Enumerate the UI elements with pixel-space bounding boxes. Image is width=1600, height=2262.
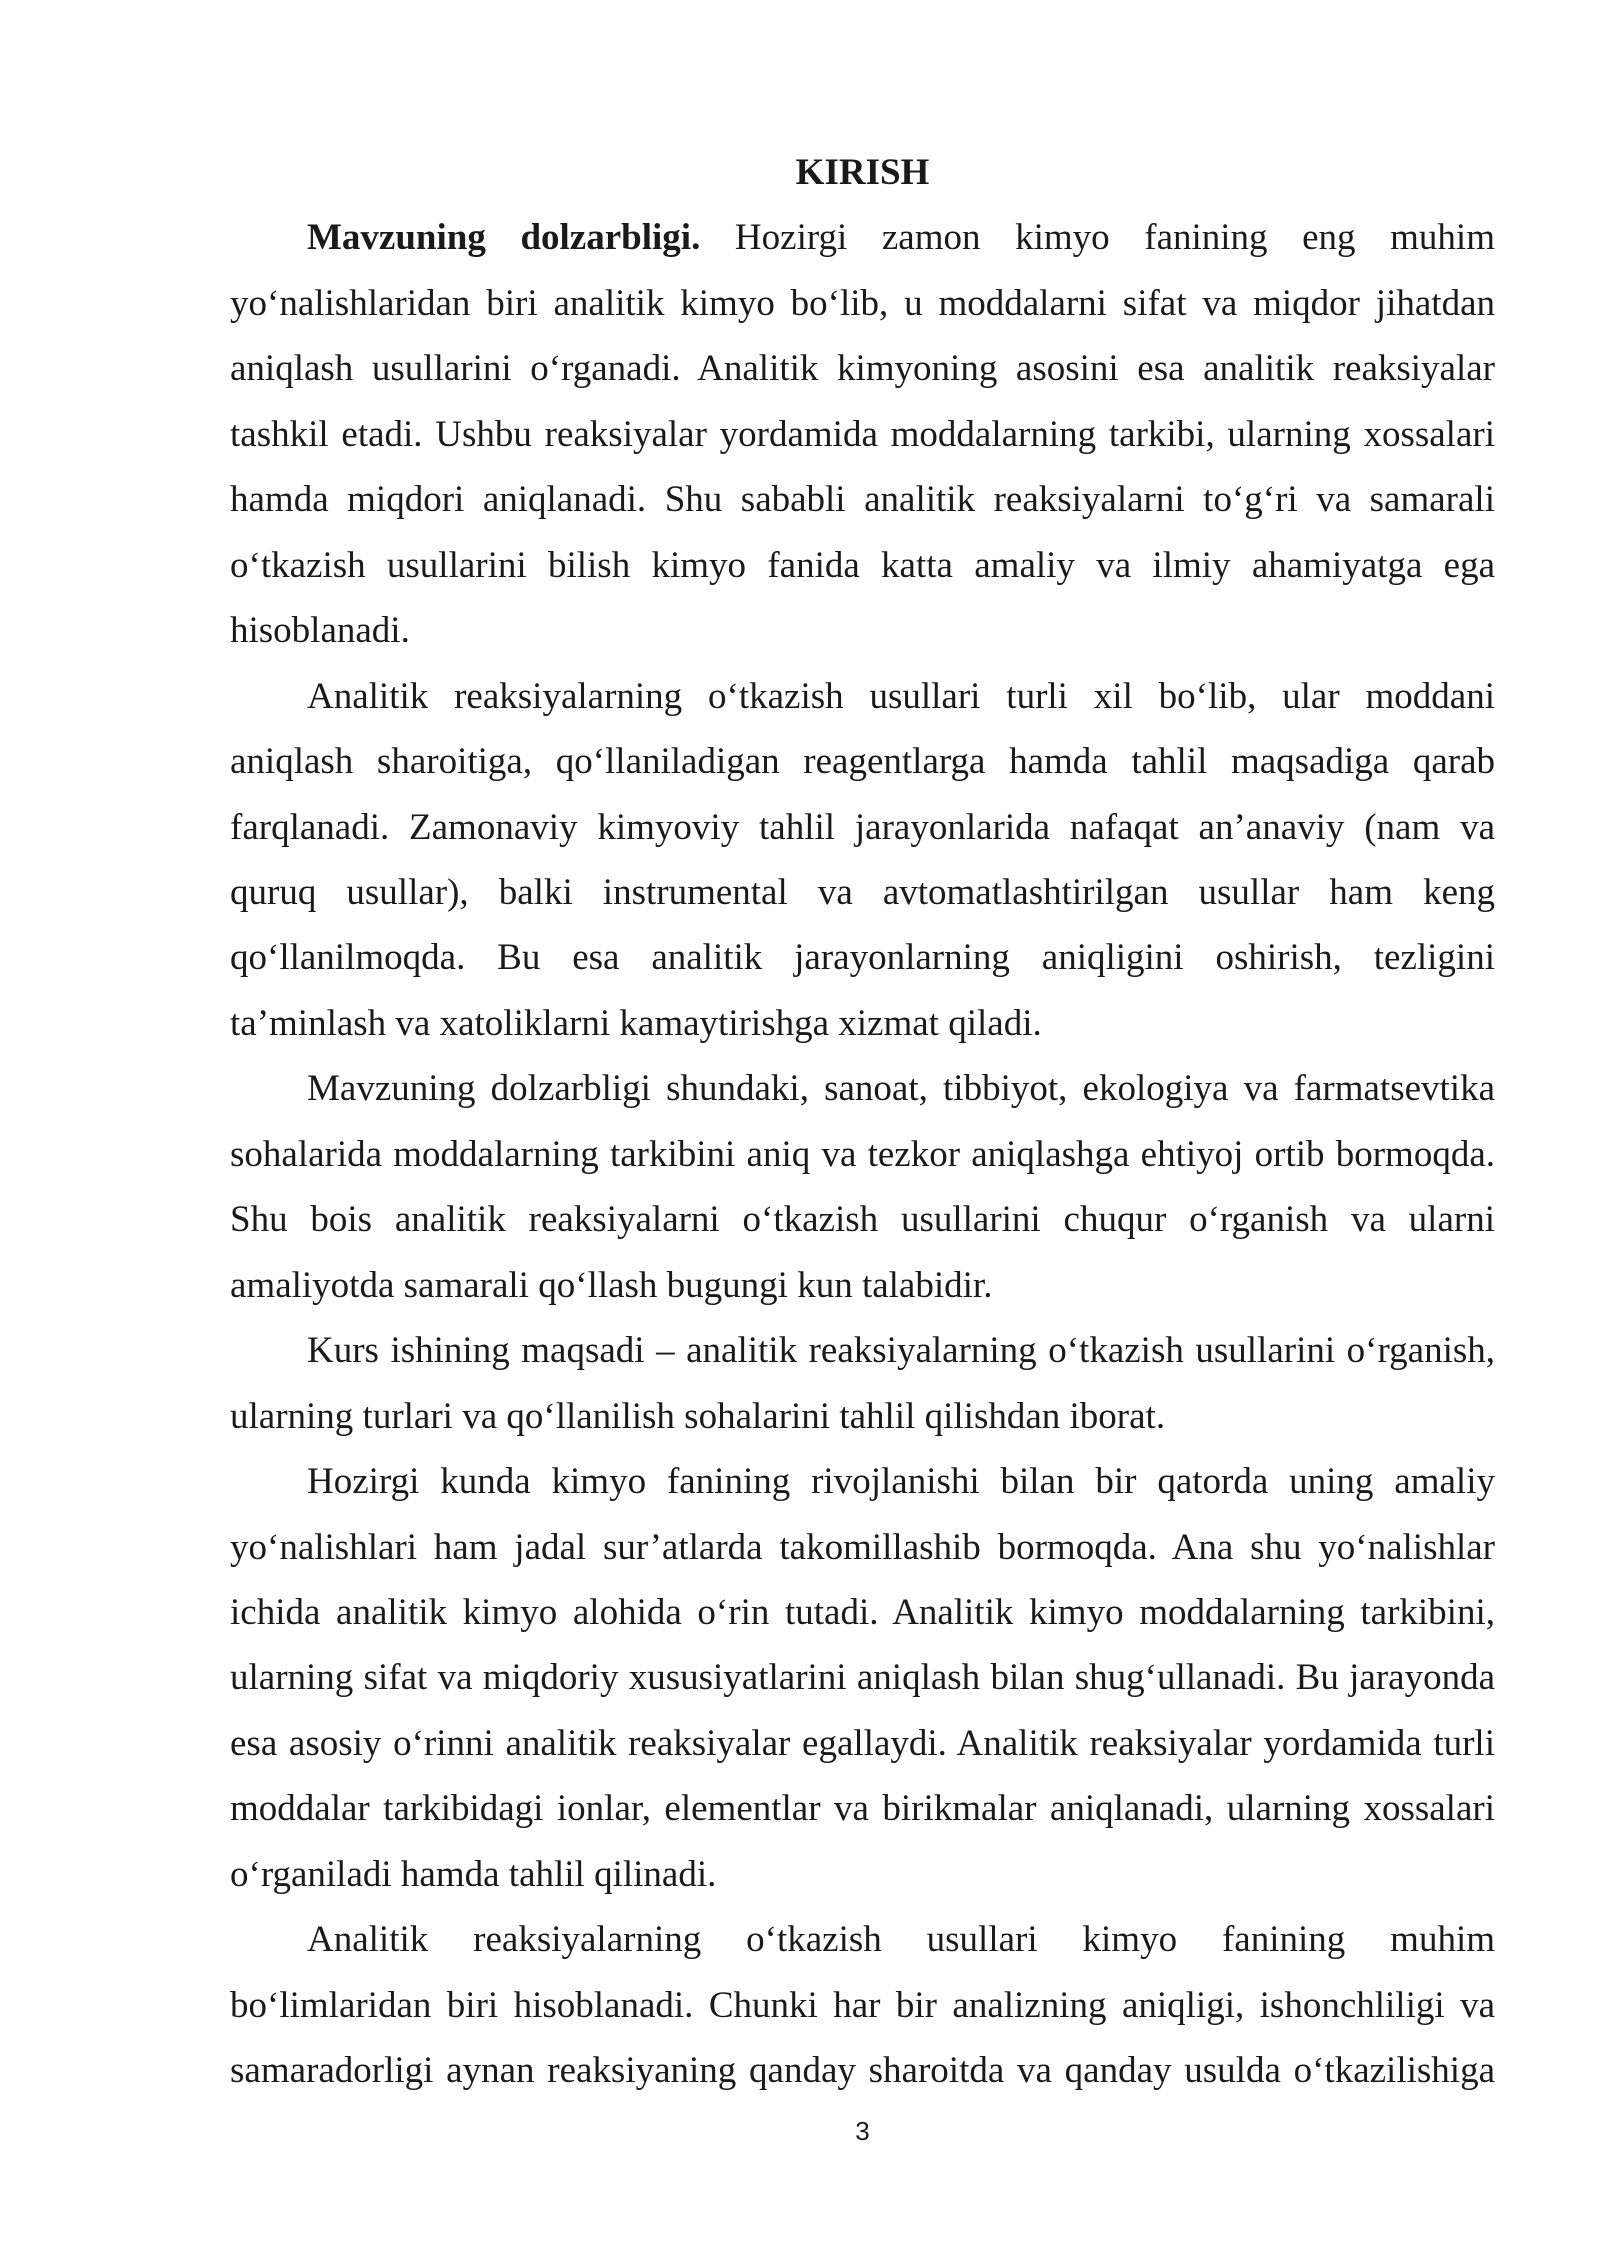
paragraph-line: aniqlash sharoitiga, qo‘llaniladigan reagentlarga hamda tahlil maqsadiga qarab <box>230 741 1495 783</box>
page-number: 3 <box>855 2116 870 2146</box>
paragraph-line: farqlanadi. Zamonaviy kimyoviy tahlil jarayonlarida nafaqat an’anaviy (nam va <box>230 806 1495 848</box>
paragraph-line: ta’minlash va xatoliklarni kamaytirishga xizmat qiladi. <box>230 1002 1042 1044</box>
line-text: Hozirgi zamon kimyo fanining eng muhim <box>734 217 1495 259</box>
body-paragraph <box>230 1907 1495 2103</box>
paragraph-line: hisoblanadi. <box>230 610 410 652</box>
paragraph-line: tashkil etadi. Ushbu reaksiyalar yordamida moddalarning tarkibi, ularning xossalari <box>230 413 1495 455</box>
paragraph-line: ularning sifat va miqdoriy xususiyatlarini aniqlash bilan shug‘ullanadi. Bu jarayonda <box>230 1657 1495 1699</box>
document-page <box>230 140 1495 2104</box>
body-paragraph <box>230 1056 1495 1318</box>
paragraph-line: Analitik reaksiyalarning o‘tkazish usullari turli xil bo‘lib, ular moddani <box>307 675 1495 717</box>
paragraph-line: o‘tkazish usullarini bilish kimyo fanida katta amaliy va ilmiy ahamiyatga ega <box>230 544 1495 586</box>
paragraph-line: qo‘llanilmoqda. Bu esa analitik jarayonlarning aniqligini oshirish, tezligini <box>230 937 1495 979</box>
body-paragraph <box>230 205 1495 663</box>
body-paragraph <box>230 664 1495 1057</box>
paragraph-line: Mavzuning dolzarbligi shundaki, sanoat, tibbiyot, ekologiya va farmatsevtika <box>307 1068 1495 1110</box>
paragraph-line: yo‘nalishlaridan biri analitik kimyo bo‘lib, u moddalarni sifat va miqdor jihatdan <box>230 282 1495 324</box>
paragraph-line: Shu bois analitik reaksiyalarni o‘tkazish usullarini chuqur o‘rganish va ularni <box>230 1199 1495 1241</box>
paragraph-line: quruq usullar), balki instrumental va avtomatlashtirilgan usullar ham keng <box>230 871 1495 913</box>
body-paragraph <box>230 1449 1495 1907</box>
body-paragraph <box>230 1318 1495 1449</box>
paragraph-line: o‘rganiladi hamda tahlil qilinadi. <box>230 1853 717 1895</box>
paragraph-line: Hozirgi kunda kimyo fanining rivojlanishi bilan bir qatorda uning amaliy <box>307 1461 1495 1503</box>
paragraph-line: sohalarida moddalarning tarkibini aniq va tezkor aniqlashga ehtiyoj ortib bormoqda. <box>230 1133 1495 1175</box>
paragraph-line: aniqlash usullarini o‘rganadi. Analitik kimyoning asosini esa analitik reaksiyalar <box>230 348 1495 390</box>
run-in-heading: Mavzuning dolzarbligi. <box>307 217 701 259</box>
paragraph-line: yo‘nalishlari ham jadal sur’atlarda takomillashib bormoqda. Ana shu yo‘nalishlar <box>230 1526 1495 1568</box>
paragraph-line <box>230 205 1495 270</box>
paragraph-line: bo‘limlaridan biri hisoblanadi. Chunki har bir analizning aniqligi, ishonchliligi va <box>230 1984 1495 2026</box>
paragraph-line: Kurs ishining maqsadi – analitik reaksiyalarning o‘tkazish usullarini o‘rganish, <box>307 1330 1495 1372</box>
paragraph-line: samaradorligi aynan reaksiyaning qanday sharoitda va qanday usulda o‘tkazilishiga <box>230 2050 1495 2092</box>
paragraph-line: amaliyotda samarali qo‘llash bugungi kun talabidir. <box>230 1264 993 1306</box>
paragraph-line: moddalar tarkibidagi ionlar, elementlar va birikmalar aniqlanadi, ularning xossalari <box>230 1788 1495 1830</box>
paragraph-line: ularning turlari va qo‘llanilish sohalarini tahlil qilishdan iborat. <box>230 1395 1166 1437</box>
paragraph-line: esa asosiy o‘rinni analitik reaksiyalar egallaydi. Analitik reaksiyalar yordamida turli <box>230 1722 1495 1764</box>
paragraph-line: ichida analitik kimyo alohida o‘rin tutadi. Analitik kimyo moddalarning tarkibini, <box>230 1591 1495 1633</box>
section-title: KIRISH <box>795 152 930 193</box>
paragraph-line: hamda miqdori aniqlanadi. Shu sababli analitik reaksiyalarni to‘g‘ri va samarali <box>230 479 1495 521</box>
paragraph-line: Analitik reaksiyalarning o‘tkazish usullari kimyo fanining muhim <box>307 1919 1495 1961</box>
